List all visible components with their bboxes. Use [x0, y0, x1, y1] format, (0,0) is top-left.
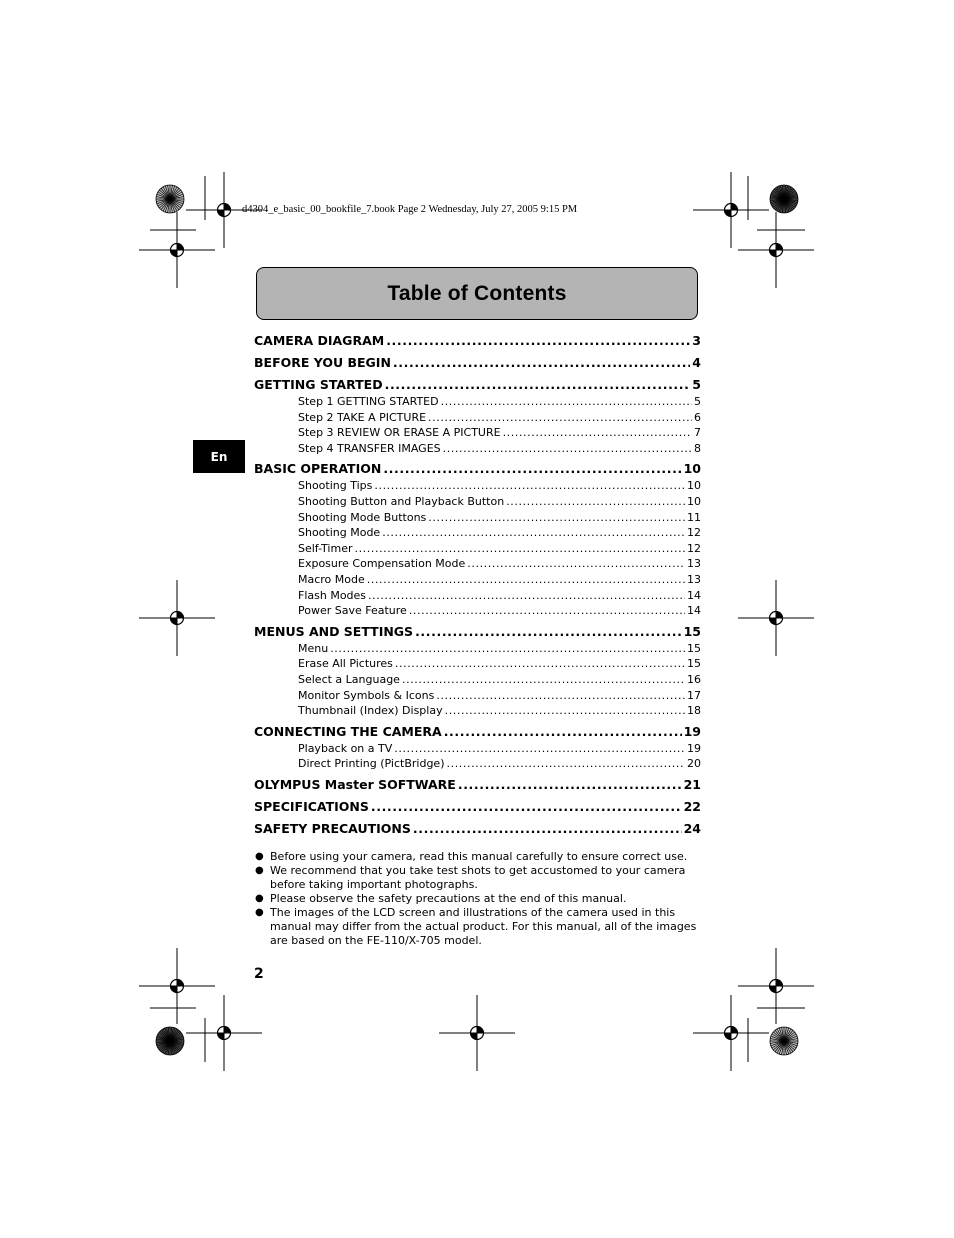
toc-subentry-page: 5: [694, 395, 701, 408]
registration-target-icon: [691, 993, 771, 1073]
toc-leader-dots: [506, 494, 685, 510]
toc-subentry-page: 20: [687, 757, 701, 771]
toc-entry[interactable]: [254, 797, 701, 816]
toc-subentry-label: Macro Mode: [298, 572, 365, 586]
toc-entry-page: 3: [692, 333, 701, 348]
toc-entry-page: 15: [683, 623, 701, 639]
registration-target-icon: [137, 210, 217, 290]
toc-entry-page: 24: [683, 820, 701, 836]
toc-subentry-label: Step 2 TAKE A PICTURE: [298, 410, 427, 424]
toc-subentry-label: Erase All Pictures: [298, 657, 393, 671]
toc-leader-dots: [447, 756, 686, 772]
toc-entry[interactable]: [254, 331, 701, 350]
toc-entry[interactable]: [254, 775, 701, 794]
toc-subentry-page: 15: [687, 657, 701, 671]
toc-subentry[interactable]: [254, 641, 701, 657]
toc-leader-dots: [445, 703, 685, 719]
toc-subentry[interactable]: [254, 541, 701, 557]
toc-section: [254, 459, 701, 618]
toc-entry-page: 22: [683, 798, 701, 814]
note-item: [254, 850, 704, 864]
toc-subentry[interactable]: [254, 703, 701, 719]
toc-entry-page: 21: [683, 776, 701, 792]
toc-leader-dots: [415, 622, 682, 641]
toc-subentry-page: 7: [694, 426, 701, 440]
toc-leader-dots: [354, 541, 685, 557]
toc-entry-page: 5: [692, 377, 701, 392]
toc-subentry-page: 11: [687, 510, 701, 524]
toc-subentry-page: 10: [687, 494, 701, 508]
toc-entry[interactable]: [254, 722, 701, 741]
toc-subentry[interactable]: [254, 494, 701, 510]
registration-target-icon: [137, 578, 217, 658]
note-text: The images of the LCD screen and illustrations of the camera used in this manual may differ from the actual product. For this manual, all of the images are based on the FE-110/X-705 model.: [270, 906, 697, 947]
toc-subentry[interactable]: [254, 525, 701, 541]
toc-subentry-page: 14: [687, 588, 701, 602]
toc-leader-dots: [374, 478, 685, 494]
toc-section: [254, 819, 701, 838]
toc-subentry-page: 8: [694, 441, 701, 455]
toc-subentry-page: 15: [687, 641, 701, 655]
toc-section: [254, 622, 701, 719]
toc-subentry-label: Shooting Mode: [298, 526, 381, 540]
page-number: 2: [254, 966, 264, 982]
toc-subentry-label: Monitor Symbols & Icons: [298, 688, 435, 702]
toc-subentry-label: Step 3 REVIEW OR ERASE A PICTURE: [298, 426, 501, 440]
toc-leader-dots: [367, 572, 685, 588]
toc-subentry-page: 6: [694, 410, 701, 424]
toc-subentry-page: 12: [687, 541, 701, 555]
toc-subentry-page: 12: [687, 526, 701, 540]
toc-subentry[interactable]: [254, 572, 701, 588]
toc-entry-page: 19: [683, 723, 701, 739]
notes-list: [254, 850, 704, 948]
toc-entry-label: CONNECTING THE CAMERA: [254, 723, 442, 739]
toc-subentry-label: Shooting Button and Playback Button: [298, 494, 505, 508]
toc-leader-dots: [428, 410, 692, 426]
bullet-icon: ●: [255, 851, 264, 862]
toc-entry-label: CAMERA DIAGRAM: [254, 333, 385, 348]
toc-entry-label: MENUS AND SETTINGS: [254, 623, 414, 639]
toc-subentry[interactable]: [254, 588, 701, 604]
toc-subentry-label: Thumbnail (Index) Display: [298, 704, 443, 718]
toc-subentry-page: 19: [687, 741, 701, 755]
toc-subentry-page: 13: [687, 572, 701, 586]
toc-subentry-label: Direct Printing (PictBridge): [298, 757, 445, 771]
toc-leader-dots: [458, 775, 682, 794]
bullet-icon: ●: [255, 893, 264, 904]
note-item: [254, 892, 704, 906]
bullet-icon: ●: [255, 907, 264, 918]
toc-subentry[interactable]: [254, 741, 701, 757]
note-text: Please observe the safety precautions at the end of this manual.: [270, 892, 627, 905]
registration-target-icon: [437, 993, 517, 1073]
bullet-icon: ●: [255, 865, 264, 876]
toc-subentry[interactable]: [254, 556, 701, 572]
starburst-target-icon: [769, 1026, 799, 1056]
starburst-target-icon: [155, 184, 185, 214]
toc-subentry-page: 16: [687, 672, 701, 686]
toc-leader-dots: [386, 331, 690, 350]
toc-subentry[interactable]: [254, 441, 701, 457]
toc-subentry-page: 17: [687, 688, 701, 702]
toc-leader-dots: [443, 441, 692, 457]
toc-subentry-page: 13: [687, 557, 701, 571]
toc-subentry-label: Step 4 TRANSFER IMAGES: [298, 441, 441, 455]
registration-target-icon: [736, 578, 816, 658]
toc-subentry[interactable]: [254, 510, 701, 526]
toc-subentry-label: Self-Timer: [298, 541, 353, 555]
toc-leader-dots: [409, 603, 685, 619]
toc-leader-dots: [444, 722, 682, 741]
toc-leader-dots: [395, 656, 685, 672]
file-info-header: d4304_e_basic_00_bookfile_7.book Page 2 Wednesday, July 27, 2005 9:15 PM: [242, 204, 578, 215]
toc-subentry[interactable]: [254, 672, 701, 688]
toc-subentry[interactable]: [254, 425, 701, 441]
toc-leader-dots: [385, 375, 691, 394]
language-tab: En: [193, 440, 245, 473]
toc-leader-dots: [383, 459, 681, 478]
toc-leader-dots: [441, 394, 692, 410]
note-text: Before using your camera, read this manual carefully to ensure correct use.: [270, 850, 688, 863]
toc-entry-label: SAFETY PRECAUTIONS: [254, 820, 411, 836]
title-box: [256, 267, 698, 320]
toc-subentry[interactable]: [254, 603, 701, 619]
toc-leader-dots: [393, 353, 690, 372]
page-title: Table of Contents: [387, 281, 567, 305]
toc-entry-label: BASIC OPERATION: [254, 461, 382, 477]
toc-subentry-label: Shooting Tips: [298, 479, 373, 493]
toc-entry-label: OLYMPUS Master SOFTWARE: [254, 776, 456, 792]
toc-leader-dots: [368, 588, 685, 604]
toc-entry-label: BEFORE YOU BEGIN: [254, 355, 391, 370]
toc-leader-dots: [413, 819, 682, 838]
toc-leader-dots: [382, 525, 685, 541]
registration-target-icon: [736, 210, 816, 290]
note-text: We recommend that you take test shots to get accustomed to your camera before taking important photographs.: [270, 864, 686, 891]
toc-section: [254, 797, 701, 816]
starburst-target-icon: [769, 184, 799, 214]
toc-entry-page: 4: [692, 355, 701, 370]
toc-entry-page: 10: [683, 461, 701, 477]
toc-entry[interactable]: [254, 622, 701, 641]
toc-leader-dots: [436, 688, 685, 704]
toc-entry-label: GETTING STARTED: [254, 377, 383, 392]
toc-section: [254, 775, 701, 794]
toc-subentry-label: Exposure Compensation Mode: [298, 557, 466, 571]
toc-subentry[interactable]: [254, 688, 701, 704]
toc-subentry[interactable]: [254, 410, 701, 426]
toc-subentry[interactable]: [254, 656, 701, 672]
toc-section: [254, 331, 701, 350]
toc-subentry-page: 18: [687, 704, 701, 718]
toc-leader-dots: [467, 556, 685, 572]
toc-subentry-label: Power Save Feature: [298, 604, 407, 618]
toc-entry[interactable]: [254, 459, 701, 478]
toc-leader-dots: [330, 641, 685, 657]
toc-subentry-label: Shooting Mode Buttons: [298, 510, 427, 524]
toc-subentry[interactable]: [254, 394, 701, 410]
note-item: [254, 864, 704, 892]
toc-subentry[interactable]: [254, 756, 701, 772]
toc-subentry-page: 14: [687, 604, 701, 618]
toc-leader-dots: [402, 672, 685, 688]
toc-subentry-page: 10: [687, 479, 701, 493]
toc-leader-dots: [503, 425, 692, 441]
registration-target-icon: [184, 993, 264, 1073]
toc-section: [254, 353, 701, 372]
toc-section: [254, 375, 701, 456]
toc-leader-dots: [428, 510, 685, 526]
toc-section: [254, 722, 701, 772]
toc-subentry-label: Step 1 GETTING STARTED: [298, 395, 439, 408]
note-item: [254, 906, 704, 948]
toc-entry[interactable]: [254, 819, 701, 838]
toc-leader-dots: [394, 741, 685, 757]
toc-subentry[interactable]: [254, 478, 701, 494]
toc-entry-label: SPECIFICATIONS: [254, 798, 369, 814]
toc-subentry-label: Playback on a TV: [298, 741, 393, 755]
toc-leader-dots: [371, 797, 682, 816]
starburst-target-icon: [155, 1026, 185, 1056]
toc-subentry-label: Select a Language: [298, 672, 400, 686]
table-of-contents: [254, 331, 701, 841]
toc-subentry-label: Menu: [298, 641, 329, 655]
toc-subentry-label: Flash Modes: [298, 588, 367, 602]
toc-entry[interactable]: [254, 353, 701, 372]
toc-entry[interactable]: [254, 375, 701, 394]
